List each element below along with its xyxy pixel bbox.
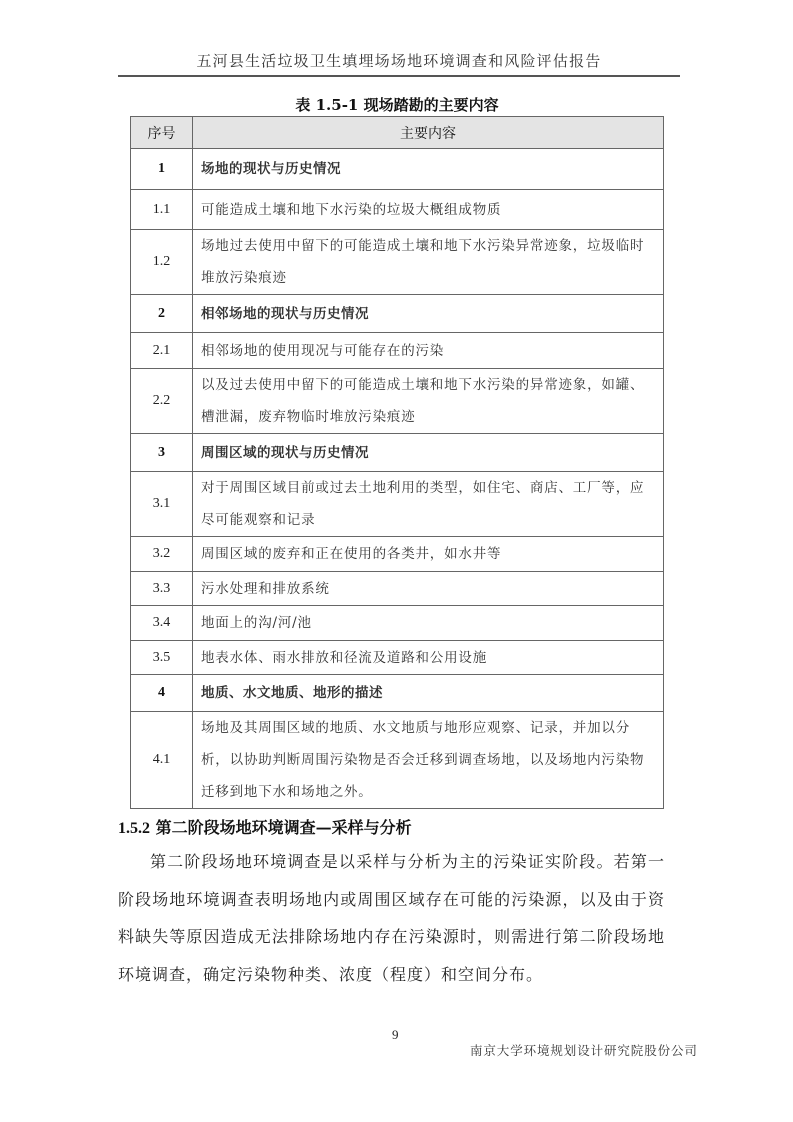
row-number: 3.4 <box>131 606 193 641</box>
page-number: 9 <box>392 1027 399 1042</box>
body-paragraph: 第二阶段场地环境调查是以采样与分析为主的污染证实阶段。若第一阶段场地环境调查表明场地内或周围区域存在可能的污染源，以及由于资料缺失等原因造成无法排除场地内存在污染源时，则需进行第二阶段场地环境调查，确定污染物种类、浓度（程度）和空间分布。 <box>118 852 665 984</box>
row-number: 3.1 <box>131 472 193 537</box>
section-heading <box>118 815 412 838</box>
table-row <box>131 606 664 641</box>
section-number: 1.5.2 <box>118 820 150 837</box>
row-number: 4.1 <box>131 712 193 809</box>
row-content: 相邻场地的现状与历史情况 <box>193 295 664 333</box>
row-number: 3.2 <box>131 537 193 572</box>
table-row <box>131 572 664 606</box>
section-title: 第二阶段场地环境调查—采样与分析 <box>155 818 412 837</box>
table-header-row <box>131 117 664 149</box>
row-content: 地面上的沟/河/池 <box>193 606 664 641</box>
row-content: 以及过去使用中留下的可能造成土壤和地下水污染的异常迹象，如罐、槽泄漏，废弃物临时堆放污染痕迹 <box>193 369 664 434</box>
table-row <box>131 434 664 472</box>
row-number: 3 <box>131 434 193 472</box>
header-rule <box>118 75 680 77</box>
table-row <box>131 295 664 333</box>
row-content: 周围区域的废弃和正在使用的各类井，如水井等 <box>193 537 664 572</box>
table-row <box>131 641 664 675</box>
table-row <box>131 190 664 230</box>
table-row <box>131 369 664 434</box>
row-number: 1.1 <box>131 190 193 230</box>
row-number: 1 <box>131 149 193 190</box>
footer-organization: 南京大学环境规划设计研究院股份公司 <box>470 1043 698 1058</box>
row-number: 4 <box>131 675 193 712</box>
row-content: 场地过去使用中留下的可能造成土壤和地下水污染异常迹象，垃圾临时堆放污染痕迹 <box>193 230 664 295</box>
table-row <box>131 333 664 369</box>
table-body <box>131 149 664 809</box>
table-row <box>131 472 664 537</box>
row-number: 2.2 <box>131 369 193 434</box>
row-number: 3.5 <box>131 641 193 675</box>
row-content: 污水处理和排放系统 <box>193 572 664 606</box>
row-content: 可能造成土壤和地下水污染的垃圾大概组成物质 <box>193 190 664 230</box>
row-number: 1.2 <box>131 230 193 295</box>
row-number: 3.3 <box>131 572 193 606</box>
site-survey-table <box>130 116 664 809</box>
table-caption: 表 1.5-1 现场踏勘的主要内容 <box>295 96 499 114</box>
row-number: 2 <box>131 295 193 333</box>
row-content: 对于周围区域目前或过去土地利用的类型，如住宅、商店、工厂等，应尽可能观察和记录 <box>193 472 664 537</box>
table-row <box>131 149 664 190</box>
table-row <box>131 537 664 572</box>
table-row <box>131 712 664 809</box>
table-row <box>131 675 664 712</box>
row-content: 场地的现状与历史情况 <box>193 149 664 190</box>
row-content: 周围区域的现状与历史情况 <box>193 434 664 472</box>
table-row <box>131 230 664 295</box>
column-header-content: 主要内容 <box>193 117 664 149</box>
column-header-number: 序号 <box>131 117 193 149</box>
row-content: 相邻场地的使用现况与可能存在的污染 <box>193 333 664 369</box>
row-content: 场地及其周围区域的地质、水文地质与地形应观察、记录，并加以分析，以协助判断周围污染物是否会迁移到调查场地，以及场地内污染物迁移到地下水和场地之外。 <box>193 712 664 809</box>
row-number: 2.1 <box>131 333 193 369</box>
running-header: 五河县生活垃圾卫生填埋场场地环境调查和风险评估报告 <box>196 52 602 70</box>
row-content: 地质、水文地质、地形的描述 <box>193 675 664 712</box>
row-content: 地表水体、雨水排放和径流及道路和公用设施 <box>193 641 664 675</box>
